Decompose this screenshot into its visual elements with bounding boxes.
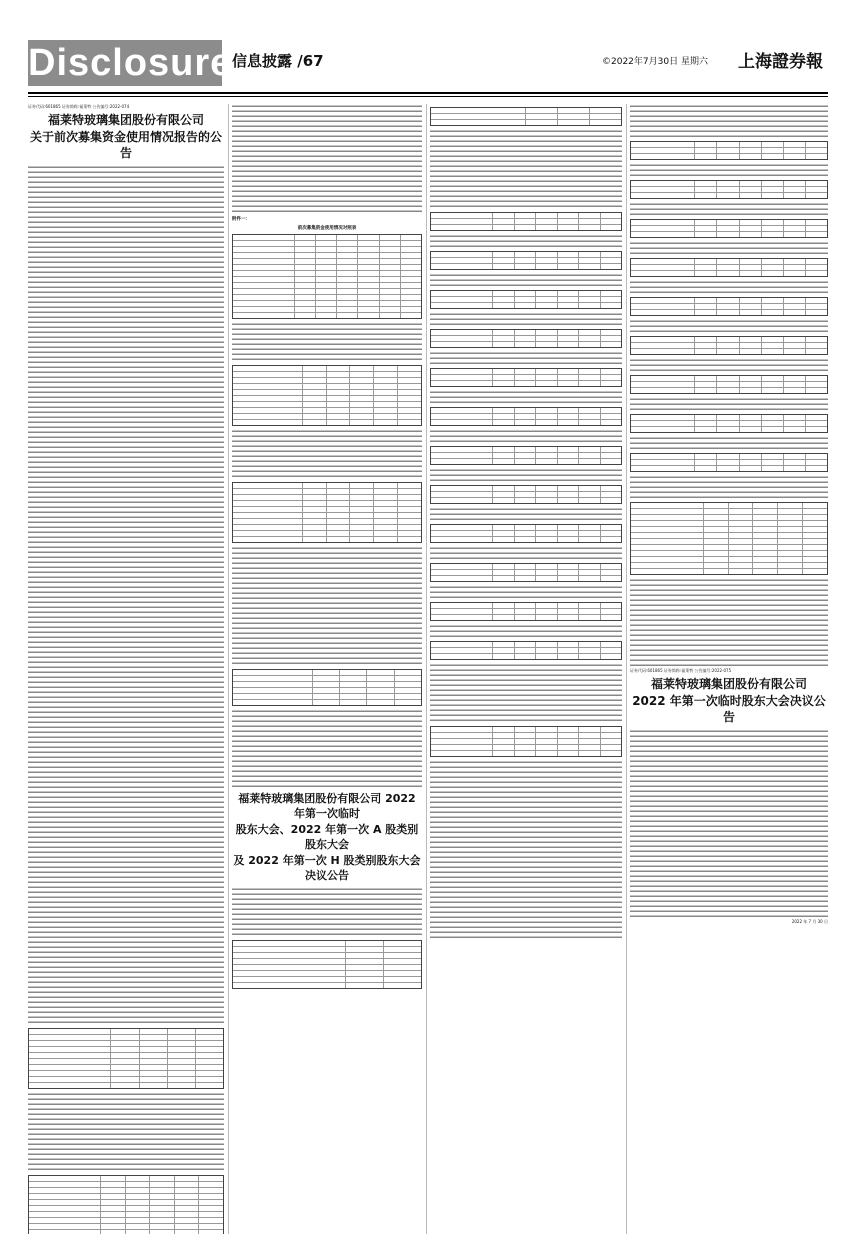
article-body xyxy=(232,546,422,666)
article-body xyxy=(430,546,622,560)
data-table xyxy=(28,1175,224,1234)
article-body xyxy=(232,887,422,937)
article-body xyxy=(630,163,828,177)
article-body xyxy=(430,507,622,521)
data-table xyxy=(232,669,422,706)
data-table xyxy=(630,180,828,199)
disclosure-brand: Disclosure xyxy=(28,42,233,84)
column-divider xyxy=(426,104,427,1234)
column-2 xyxy=(232,104,422,1234)
article-meta: 证券代码:601865 证券简称:福莱特 公告编号:2022-075 xyxy=(630,668,732,673)
data-table xyxy=(630,375,828,394)
article-body xyxy=(430,663,622,723)
column-1 xyxy=(28,104,224,1234)
article-body xyxy=(430,468,622,482)
article-body xyxy=(630,578,828,668)
column-divider xyxy=(228,104,229,1234)
data-table xyxy=(232,940,422,989)
masthead-rule xyxy=(28,92,828,94)
article-body xyxy=(430,760,622,940)
column-divider xyxy=(626,104,627,1234)
data-table xyxy=(630,336,828,355)
data-table xyxy=(430,563,622,582)
article-body xyxy=(630,729,828,919)
data-table xyxy=(232,365,422,426)
data-table xyxy=(232,234,422,319)
article-title-line-2: 2022 年第一次临时股东大会决议公告 xyxy=(632,694,826,724)
article-body xyxy=(630,104,828,138)
data-table xyxy=(430,641,622,660)
article-body xyxy=(430,312,622,326)
article-title-line-2: 股东大会、2022 年第一次 A 股类别股东大会 xyxy=(235,823,419,851)
data-table xyxy=(430,290,622,309)
article-title-line-1: 福莱特玻璃集团股份有限公司 xyxy=(650,677,807,691)
data-table xyxy=(430,251,622,270)
article-body xyxy=(630,319,828,333)
column-3 xyxy=(430,104,622,1234)
article-body xyxy=(430,129,622,209)
data-table xyxy=(630,219,828,238)
signature-date: 2022 年 7 月 30 日 xyxy=(791,919,828,924)
article-body xyxy=(430,585,622,599)
article-body xyxy=(630,436,828,450)
data-table xyxy=(430,485,622,504)
article-body xyxy=(430,351,622,365)
newspaper-name: 上海證券報 xyxy=(738,52,823,72)
data-table xyxy=(430,726,622,757)
article-title-line-1: 福莱特玻璃集团股份有限公司 2022 年第一次临时 xyxy=(238,792,416,820)
article-body xyxy=(630,202,828,216)
column-4 xyxy=(630,104,828,1234)
article-body xyxy=(630,280,828,294)
article-body xyxy=(232,429,422,479)
data-table xyxy=(630,258,828,277)
data-table xyxy=(630,297,828,316)
article-body xyxy=(430,390,622,404)
article-body xyxy=(232,709,422,789)
article-body xyxy=(630,358,828,372)
issue-date: ©2022年7月30日 星期六 xyxy=(602,57,708,67)
article-title-line-1: 福莱特玻璃集团股份有限公司 xyxy=(47,113,204,127)
article-body xyxy=(430,273,622,287)
data-table xyxy=(430,329,622,348)
table-title: 前次募集资金使用情况对照表 xyxy=(297,226,357,231)
article-title-line-3: 及 2022 年第一次 H 股类别股东大会决议公告 xyxy=(233,854,421,882)
data-table xyxy=(28,1028,224,1089)
masthead-rule-thin xyxy=(28,96,828,97)
data-table xyxy=(232,482,422,543)
data-table xyxy=(430,407,622,426)
article-body xyxy=(630,241,828,255)
article-body xyxy=(430,429,622,443)
data-table xyxy=(430,524,622,543)
article-body xyxy=(630,397,828,411)
data-table xyxy=(630,502,828,575)
data-table xyxy=(630,141,828,160)
section-title: 信息披露 /67 xyxy=(232,52,324,70)
data-table xyxy=(430,446,622,465)
article-body xyxy=(630,475,828,499)
data-table xyxy=(630,453,828,472)
article-body xyxy=(232,322,422,362)
data-table xyxy=(430,368,622,387)
article-body xyxy=(28,1092,224,1172)
article-body xyxy=(28,165,224,1025)
article-body xyxy=(232,104,422,214)
data-table xyxy=(630,414,828,433)
article-body xyxy=(430,624,622,638)
article-title-line-2: 关于前次募集资金使用情况报告的公告 xyxy=(29,130,222,160)
masthead xyxy=(28,40,828,90)
data-table xyxy=(430,212,622,231)
article-body xyxy=(430,234,622,248)
data-table xyxy=(430,602,622,621)
appendix-caption: 附件一： xyxy=(232,217,250,222)
data-table xyxy=(430,107,622,126)
article-meta: 证券代码:601865 证券简称:福莱特 公告编号:2022-074 xyxy=(28,104,130,109)
